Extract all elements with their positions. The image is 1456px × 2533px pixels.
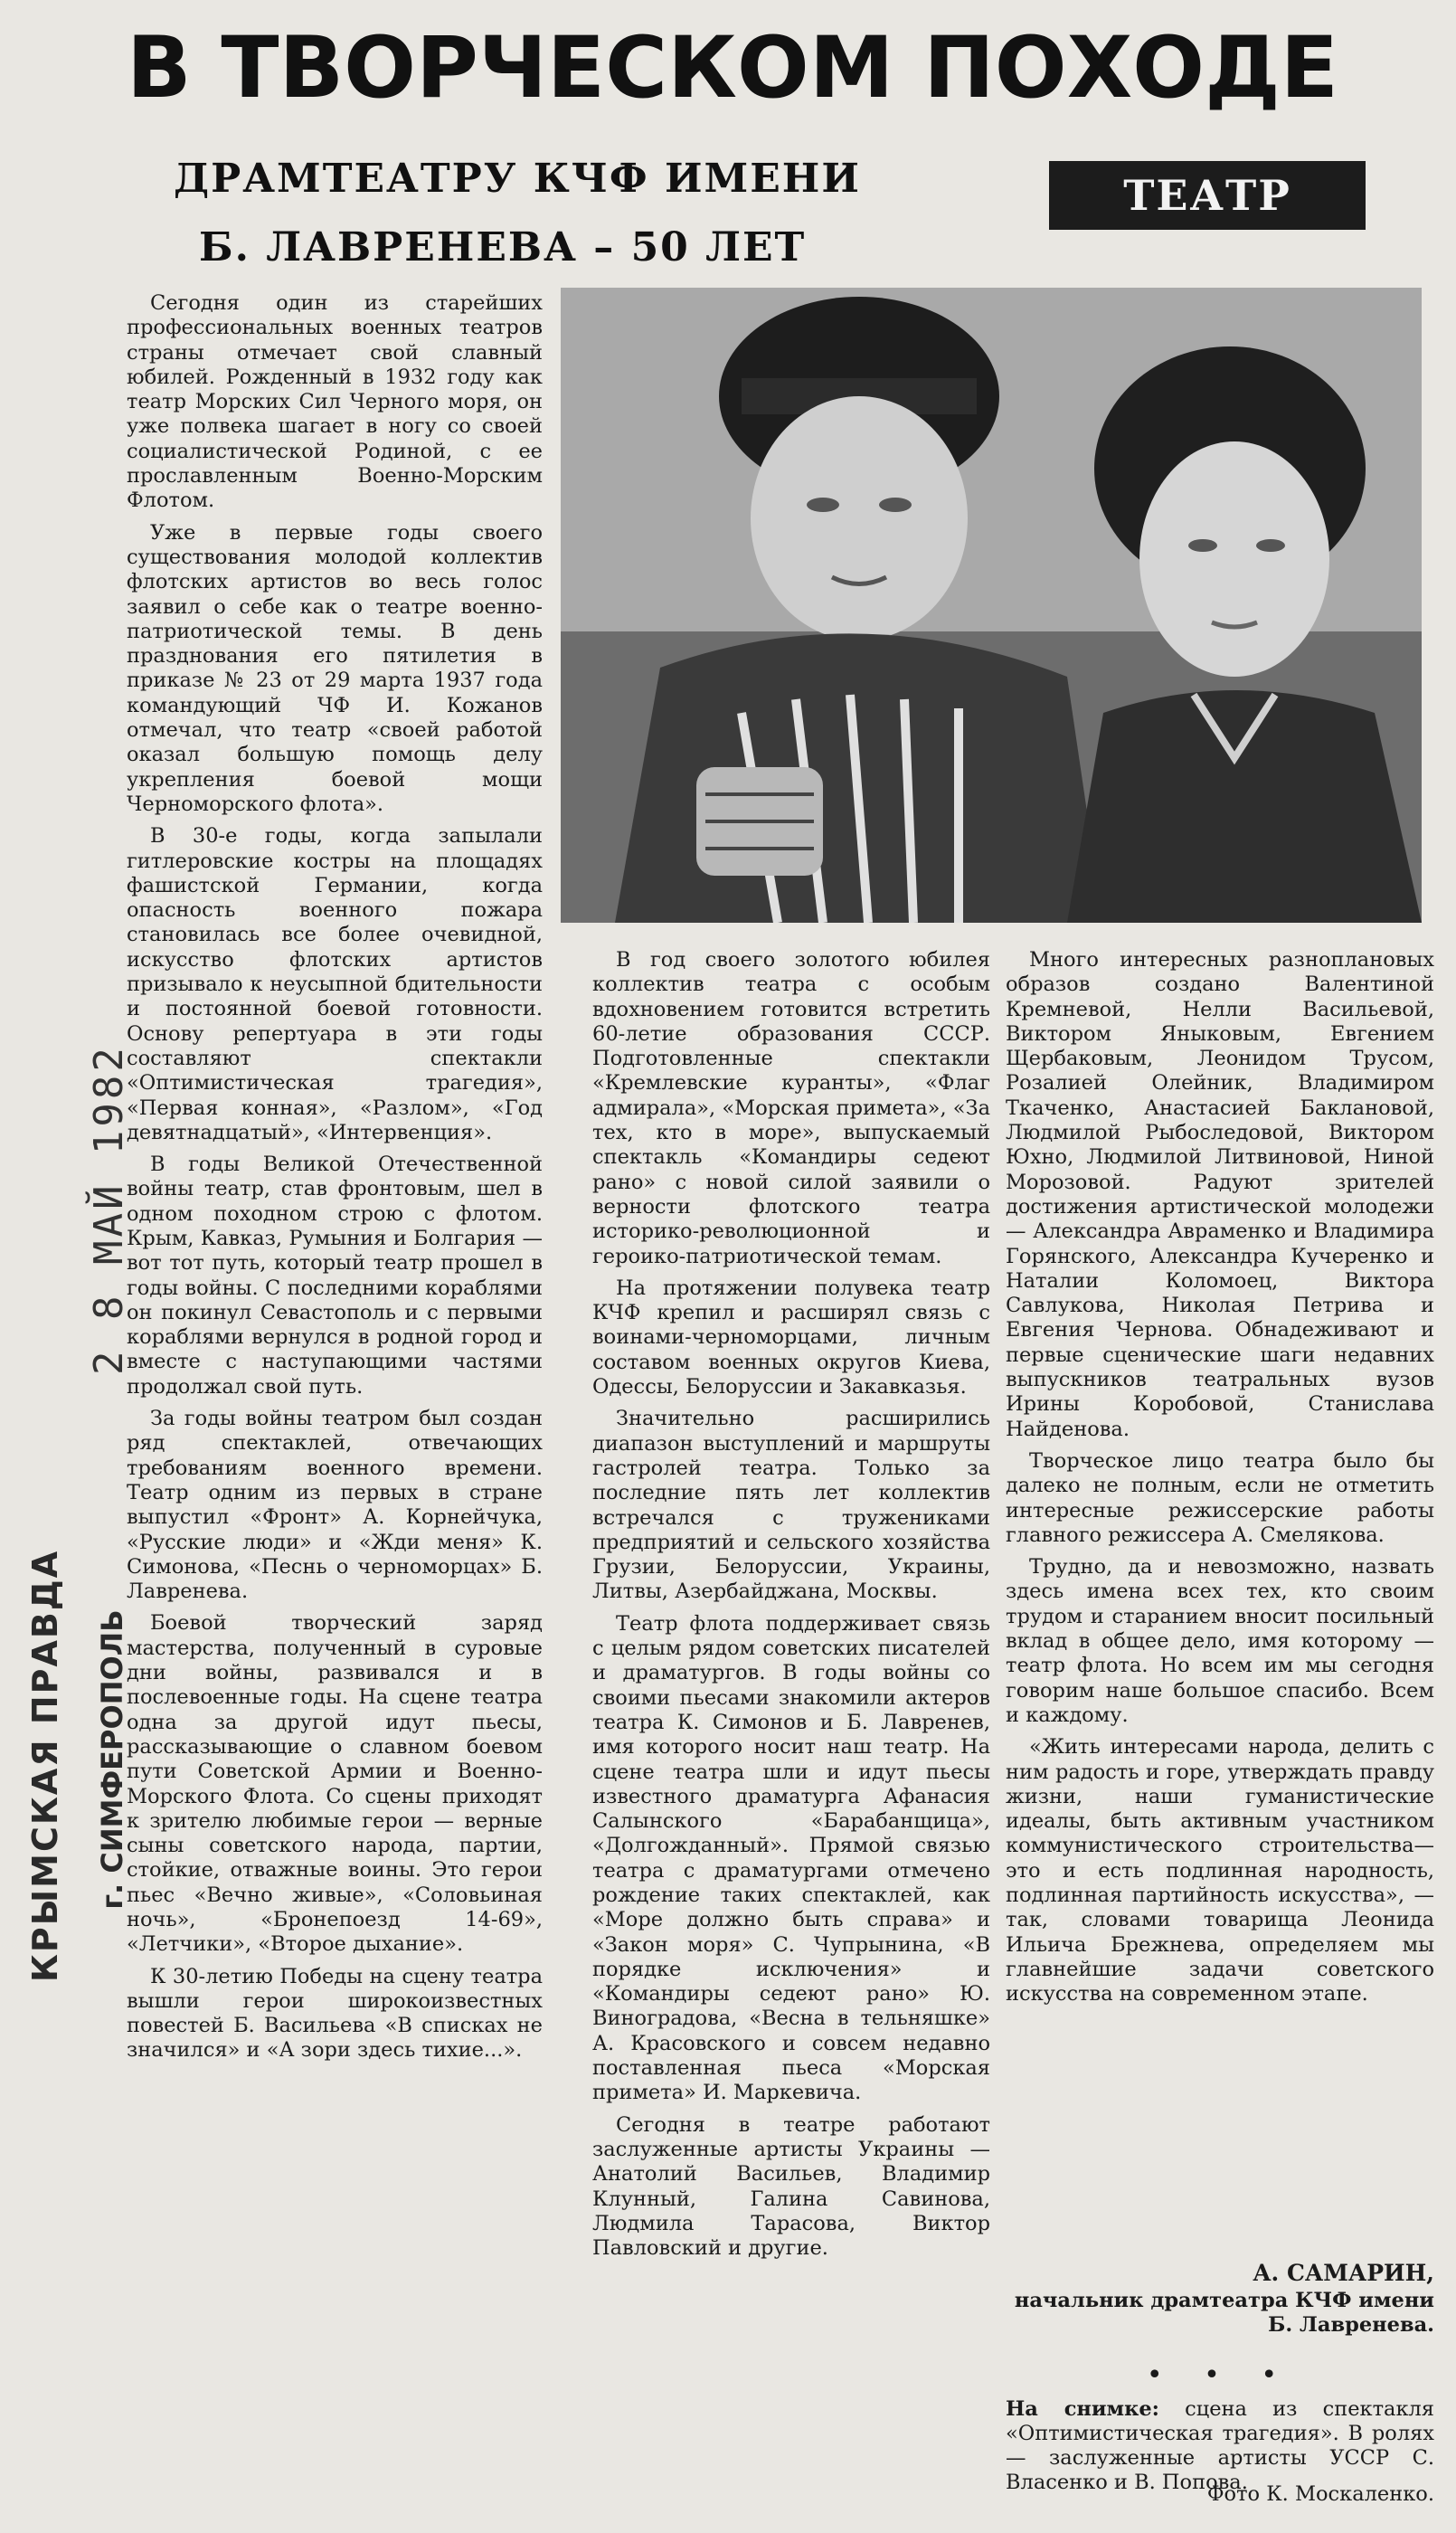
author-title: начальник драмтеатра КЧФ имени Б. Лавренева.: [1014, 2289, 1434, 2337]
date-stamp: 2 8 МАЙ 1982: [86, 1044, 132, 1375]
paragraph: В годы Великой Отечественной войны театр, став фронтовым, шел в одном походном строю с флотом. Крым, Кавказ, Румыния и Болгария — вот тот путь, который театр прошел в годы войны. С последними кораблями он покинул Севастополь и с первыми кораблями вернулся в родной город и вместе с наступающими частями продолжал свой путь.: [127, 1153, 543, 1399]
paragraph: Творческое лицо театра было бы далеко не полным, если не отметить интересные режиссерские работы главного режиссера А. Смелякова.: [1006, 1448, 1434, 1547]
subtitle-line-1: ДРАМТЕАТРУ КЧФ ИМЕНИ: [174, 156, 861, 202]
photo-caption: [1006, 2397, 1434, 2495]
paragraph: Театр флота поддерживает связь с целым рядом советских писателей и драматургов. В годы войны со своими пьесами знакомили актеров театра К. Симонов и Б. Лавренев, имя которого носит наш театр. На сцене театра шли и идут пьесы известного драматурга Афанасия Салынского «Барабанщица», «Долгожданный». Прямой связью театра с драматургами отмечено рождение таких спектаклей, как «Море должно быть справа» и «Закон моря» С. Чупрынина, «В порядке исключения» и «Командиры седеют рано» Ю. Виноградова, «Весна в тельняшке» А. Красовского и совсем недавно поставленная пьеса «Морская примета» И. Маркевича.: [592, 1611, 990, 2105]
author-name: А. САМАРИН,: [1253, 2260, 1434, 2286]
paragraph: Сегодня один из старейших профессиональных военных театров страны отмечает свой славный юбилей. Рожденный в 1932 году как театр Морских Сил Черного моря, он уже полвека шагает в ногу со своей социалистической Родиной, с ее прославленным Военно-Морским Флотом.: [127, 291, 543, 513]
article-column-1: [127, 291, 543, 2517]
separator-dots: • • •: [1146, 2359, 1294, 2391]
paragraph: Трудно, да и невозможно, назвать здесь имена всех тех, кто своим трудом и старанием вносит посильный вклад в общее дело, имя которому — театр флота. Но всем им мы сегодня говорим наше большое спасибо. Всем и каждому.: [1006, 1555, 1434, 1727]
photo-credit: Фото К. Москаленко.: [1206, 2482, 1434, 2506]
photo-scene: [561, 288, 1422, 923]
source-newspaper: КРЫМСКАЯ ПРАВДА: [25, 1549, 65, 1983]
rubric-theatre: ТЕАТР: [1049, 161, 1366, 230]
caption-text: сцена из спектакля «Оптимистическая трагедия». В ролях — заслуженные артисты УССР С. Власенко и В. Попова.: [1006, 2397, 1434, 2494]
paragraph: За годы войны театром был создан ряд спектаклей, отвечающих требованиям военного времени. Театр одним из первых в стране выпустил «Фронт» А. Корнейчука, «Русские люди» и «Жди меня» К. Симонова, «Песнь о черноморцах» Б. Лавренева.: [127, 1407, 543, 1604]
paragraph: Уже в первые годы своего существования молодой коллектив флотских артистов во весь голос заявил о себе как о театре военно-патриотической темы. В день празднования его пятилетия в приказе № 23 от 29 марта 1937 года командующий ЧФ И. Кожанов отмечал, что театр «своей работой оказал большую помощь делу укрепления боевой мощи Черноморского флота».: [127, 520, 543, 816]
paragraph: В год своего золотого юбилея коллектив театра с особым вдохновением готовится встретить 60-летие образования СССР. Подготовленные спектакли «Кремлевские куранты», «Флаг адмирала», «Морская примета», «За тех, кто в море», выпускаемый спектакль «Командиры седеют рано» с новой силой заявили о верности флотского театра историко-революционной и героико-патриотической темам.: [592, 948, 990, 1268]
paragraph: Боевой творческий заряд мастерства, полученный в суровые дни войны, развивался и в послевоенные годы. На сцене театра одна за другой идут пьесы, рассказывающие о славном боевом пути Советской Армии и Военно-Морского Флота. Со сцены приходят к зрителю любимые герои — верные сыны советского народа, партии, стойкие, отважные воины. Это герои пьес «Вечно живые», «Соловьиная ночь», «Бронепоезд 14-69», «Летчики», «Второе дыхание».: [127, 1611, 543, 1957]
paragraph: К 30-летию Победы на сцену театра вышли герои широкоизвестных повестей Б. Васильева «В списках не значился» и «А зори здесь тихие...».: [127, 1964, 543, 2063]
source-city: г. СИМФЕРОПОЛЬ: [95, 1609, 129, 1910]
caption-lead: На снимке:: [1006, 2397, 1159, 2421]
paragraph: Много интересных разноплановых образов создано Валентиной Кремневой, Нелли Васильевой, Виктором Яныковым, Евгением Щербаковым, Леонидом Трусом, Розалией Олейник, Владимиром Ткаченко, Анастасией Баклановой, Людмилой Рыбоследовой, Виктором Юхно, Людмилой Литвиновой, Ниной Морозовой. Радуют зрителей достижения артистической молодежи — Александра Авраменко и Владимира Горянского, Александра Кучеренко и Наталии Коломоец, Виктора Савлукова, Николая Петрива и Евгения Чернова. Обнадеживают и первые сценические шаги недавних выпускников театральных вузов Ирины Коробовой, Станислава Найденова.: [1006, 948, 1434, 1441]
subtitle-line-2: Б. ЛАВРЕНЕВА – 50 ЛЕТ: [199, 224, 807, 270]
photo-illustration: [561, 288, 1422, 923]
paragraph: В 30-е годы, когда запылали гитлеровские костры на площадях фашистской Германии, когда опасность военного пожара становилась все более очевидной, искусство флотских артистов призывало к неусыпной бдительности и постоянной боевой готовности. Основу репертуара в эти годы составляют спектакли «Оптимистическая трагедия», «Первая конная», «Разлом», «Год девятнадцатый», «Интервенция».: [127, 824, 543, 1144]
paragraph: Сегодня в театре работают заслуженные артисты Украины — Анатолий Васильев, Владимир Клунный, Галина Савинова, Людмила Тарасова, Виктор Павловский и другие.: [592, 2112, 990, 2261]
paragraph: «Жить интересами народа, делить с ним радость и горе, утверждать правду жизни, наши гуманистические идеалы, быть активным участником коммунистического строительства— это и есть подлинная народность, подлинная партийность искусства», — так, словами товарища Леонида Ильича Брежнева, определяем мы главнейшие задачи советского искусства на современном этапе.: [1006, 1735, 1434, 2006]
paragraph: На протяжении полувека театр КЧФ крепил и расширял связь с воинами-черноморцами, личным составом военных округов Киева, Одессы, Белоруссии и Закавказья.: [592, 1276, 990, 1399]
paragraph: Значительно расширились диапазон выступлений и маршруты гастролей театра. Только за последние пять лет коллектив встречался с тружениками предприятий и сельского хозяйства Грузии, Белоруссии, Украины, Литвы, Азербайджана, Москвы.: [592, 1407, 990, 1604]
headline: В ТВОРЧЕСКОМ ПОХОДЕ: [127, 19, 1339, 118]
article-column-2: [592, 948, 990, 2513]
article-column-3: [1006, 948, 1434, 2359]
